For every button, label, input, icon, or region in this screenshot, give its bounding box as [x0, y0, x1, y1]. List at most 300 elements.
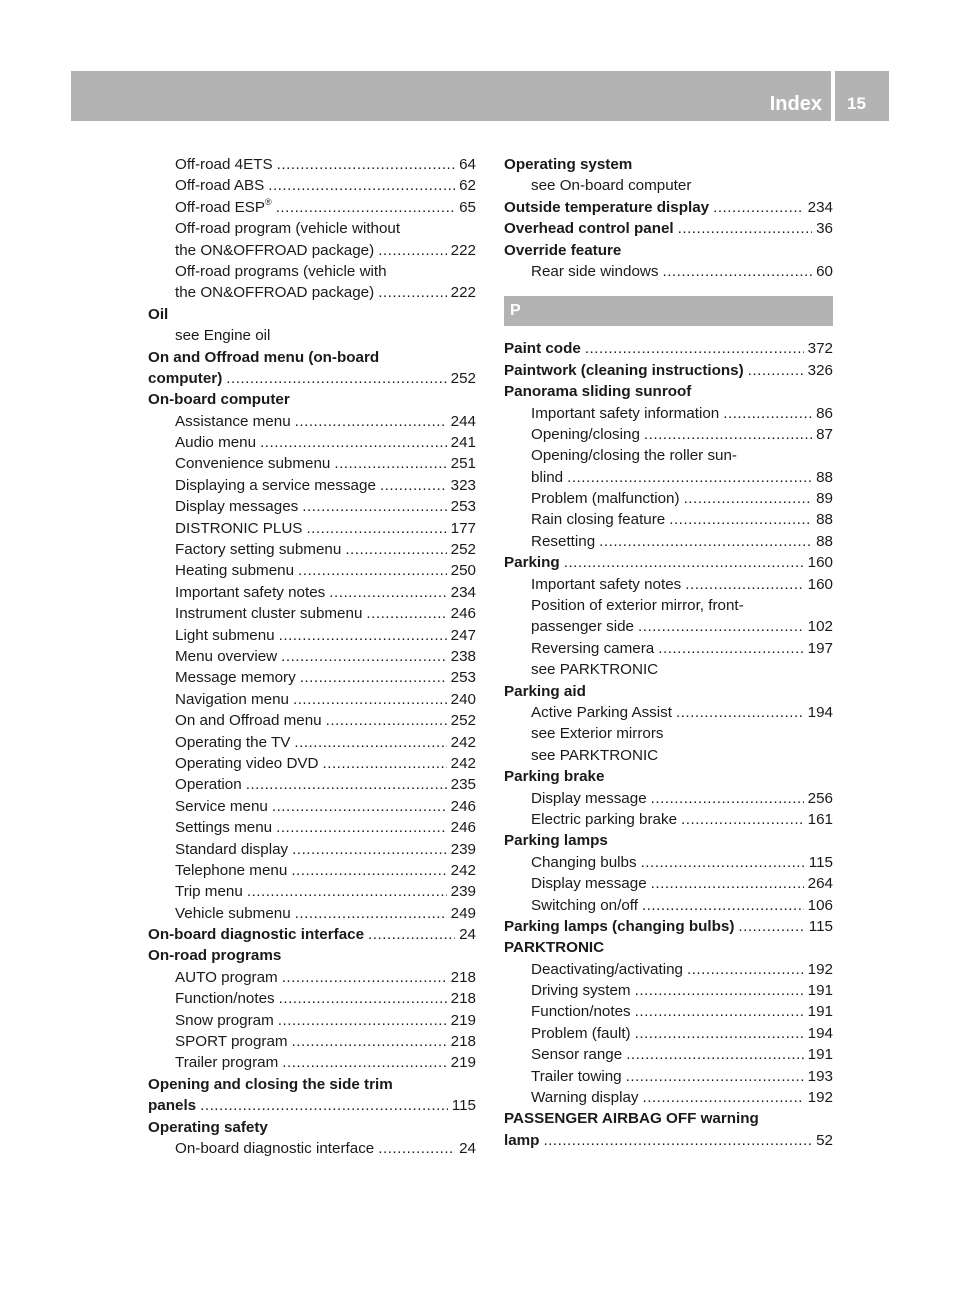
entry-page-link[interactable]: 160 [807, 554, 833, 572]
entry-page-link[interactable]: 239 [450, 840, 476, 858]
dot-leader [585, 338, 804, 359]
entry-page-link[interactable]: 218 [450, 990, 476, 1008]
entry-text: Override feature [504, 241, 622, 259]
entry-text: Display message [531, 875, 647, 893]
dot-leader [279, 988, 447, 1009]
dot-leader [543, 1130, 812, 1151]
entry-page-link[interactable]: 115 [451, 1097, 476, 1115]
entry-text: Message memory [175, 669, 296, 687]
entry-page-link[interactable]: 115 [808, 853, 833, 871]
dot-leader [323, 753, 447, 774]
dot-leader [246, 774, 447, 795]
entry-text: Operating system [504, 156, 633, 173]
entry-text: Important safety notes [175, 583, 326, 601]
dot-leader [279, 625, 447, 646]
entry-page-link[interactable]: 24 [459, 926, 476, 944]
entry-page-link[interactable]: 323 [450, 476, 476, 494]
entry-page-link[interactable]: 161 [807, 810, 833, 828]
index-entry [504, 873, 833, 894]
entry-text: Vehicle submenu [175, 904, 291, 922]
dot-leader [282, 967, 447, 988]
index-entry [504, 531, 833, 552]
dot-leader [291, 860, 446, 881]
entry-page-link[interactable]: 246 [450, 797, 476, 815]
entry-text: Oil [148, 305, 169, 323]
entry-text: Displaying a service message [175, 476, 376, 494]
index-entry [504, 809, 833, 830]
entry-text: Parking brake [504, 768, 605, 786]
entry-page-link[interactable]: 88 [816, 532, 833, 550]
dot-leader [378, 282, 446, 303]
entry-text: PARKTRONIC [504, 939, 605, 957]
entry-text: Deactivating/activating [531, 960, 683, 978]
entry-text: Display message [531, 789, 647, 807]
entry-text: computer) [148, 369, 223, 387]
index-group-o [504, 154, 833, 282]
entry-text: the ON&OFFROAD package) [175, 284, 375, 302]
index-entry [504, 1130, 833, 1151]
entry-text: Service menu [175, 797, 268, 815]
entry-text: Reversing camera [531, 639, 655, 657]
index-entry [148, 197, 476, 218]
dot-leader [651, 788, 804, 809]
entry-page-link[interactable]: 88 [816, 468, 833, 486]
dot-leader [378, 240, 446, 261]
index-entry [148, 881, 476, 902]
dot-leader [685, 574, 803, 595]
entry-text: Position of exterior mirror, front- [531, 597, 744, 615]
index-entry [504, 616, 833, 637]
index-entry [504, 403, 833, 424]
entry-text: SPORT program [175, 1033, 288, 1051]
index-entry [148, 732, 476, 753]
index-entry [148, 1052, 476, 1073]
entry-text: Operating the TV [175, 733, 291, 751]
entry-text: the ON&OFFROAD package) [175, 241, 375, 259]
entry-page-link[interactable]: 191 [807, 982, 833, 1000]
entry-text: On-board computer [148, 391, 290, 409]
index-entry [148, 1031, 476, 1052]
entry-page-link[interactable]: 264 [807, 875, 833, 893]
index-entry [504, 175, 833, 196]
entry-text: Sensor range [531, 1046, 623, 1064]
entry-text: Important safety information [531, 404, 720, 422]
entry-text: Function/notes [531, 1003, 631, 1021]
dot-leader [651, 873, 804, 894]
entry-text: lamp [504, 1131, 540, 1149]
entry-page-link[interactable]: 192 [807, 1089, 833, 1107]
entry-text: Trailer towing [531, 1067, 622, 1085]
index-entry [504, 659, 833, 680]
entry-page-link[interactable]: 219 [450, 1011, 476, 1029]
dot-leader [200, 1095, 448, 1116]
entry-text: On and Offroad menu [175, 712, 322, 730]
index-entry [504, 1087, 833, 1108]
entry-text: see PARKTRONIC [531, 746, 659, 764]
entry-text: Off-road ESP® [175, 196, 272, 216]
dot-leader [277, 154, 455, 175]
entry-text: Problem (malfunction) [531, 490, 680, 508]
dot-leader [626, 1044, 803, 1065]
entry-page-link[interactable]: 219 [450, 1054, 476, 1072]
entry-page-link[interactable]: 234 [807, 198, 833, 216]
dot-leader [738, 916, 804, 937]
index-entry [148, 924, 476, 945]
dot-leader [662, 261, 812, 282]
entry-text: Opening and closing the side trim [148, 1075, 393, 1093]
entry-text: Important safety notes [531, 575, 682, 593]
entry-text: Driving system [531, 982, 631, 1000]
index-entry [148, 1117, 476, 1138]
index-entry [148, 860, 476, 881]
page-number: 15 [847, 94, 866, 113]
dot-leader [635, 1023, 804, 1044]
index-entry [148, 945, 476, 966]
index-entry [148, 282, 476, 303]
entry-text: Trip menu [175, 883, 243, 901]
entry-page-link[interactable]: 62 [459, 177, 476, 195]
dot-leader [260, 432, 447, 453]
entry-text: Active Parking Assist [531, 703, 672, 721]
index-entry [504, 218, 833, 239]
entry-text: Standard display [175, 840, 289, 858]
entry-text: see On-board computer [531, 177, 692, 195]
index-entry [504, 1044, 833, 1065]
index-entry [148, 1138, 476, 1159]
dot-leader [564, 552, 804, 573]
entry-text: Snow program [175, 1011, 274, 1029]
entry-text: Changing bulbs [531, 853, 637, 871]
index-entry [504, 360, 833, 381]
entry-text: Operating video DVD [175, 754, 319, 772]
entry-text: Telephone menu [175, 861, 288, 879]
index-entry [148, 475, 476, 496]
entry-page-link[interactable]: 250 [450, 562, 476, 580]
entry-page-link[interactable]: 246 [450, 819, 476, 837]
entry-text: Off-road ABS [175, 177, 265, 195]
index-entry [504, 1066, 833, 1087]
dot-leader [366, 603, 446, 624]
index-entry [148, 453, 476, 474]
entry-text: On-board diagnostic interface [175, 1139, 375, 1157]
index-group-p [504, 338, 833, 1151]
entry-text: Operation [175, 776, 242, 794]
entry-text: Operating safety [148, 1118, 268, 1136]
dot-leader [300, 667, 447, 688]
entry-text: Heating submenu [175, 562, 295, 580]
index-entry [148, 689, 476, 710]
index-entry [148, 218, 476, 239]
index-entry [148, 903, 476, 924]
index-entry [148, 839, 476, 860]
dot-leader [669, 509, 812, 530]
entry-text: Opening/closing the roller sun- [531, 447, 737, 465]
index-entry [504, 959, 833, 980]
dot-leader [638, 616, 804, 637]
index-entry [504, 638, 833, 659]
index-entry [148, 774, 476, 795]
entry-page-link[interactable]: 222 [450, 284, 476, 302]
dot-leader [329, 582, 446, 603]
entry-page-link[interactable]: 234 [450, 583, 476, 601]
entry-text: On and Offroad menu (on-board [148, 348, 380, 366]
dot-leader [226, 368, 446, 389]
entry-page-link[interactable]: 238 [450, 647, 476, 665]
entry-text: Outside temperature display [504, 198, 710, 216]
index-entry [504, 745, 833, 766]
entry-page-link[interactable]: 241 [450, 434, 476, 452]
entry-page-link[interactable]: 115 [808, 917, 833, 935]
dot-leader [676, 702, 804, 723]
index-entry [504, 154, 833, 175]
entry-text: On-road programs [148, 947, 282, 965]
entry-page-link[interactable]: 256 [807, 789, 833, 807]
entry-page-link[interactable]: 193 [807, 1067, 833, 1085]
entry-text: Off-road program (vehicle without [175, 220, 401, 238]
entry-text: On-board diagnostic interface [148, 926, 365, 944]
dot-leader [278, 1010, 447, 1031]
entry-page-link[interactable]: 191 [807, 1046, 833, 1064]
dot-leader [295, 411, 447, 432]
entry-page-link[interactable]: 87 [816, 425, 833, 443]
entry-page-link[interactable]: 191 [807, 1003, 833, 1021]
dot-leader [681, 809, 804, 830]
entry-text: Parking lamps [504, 832, 608, 850]
entry-page-link[interactable]: 102 [807, 618, 833, 636]
entry-page-link[interactable]: 64 [459, 156, 476, 173]
index-entry [504, 852, 833, 873]
entry-page-link[interactable]: 326 [807, 361, 833, 379]
entry-page-link[interactable]: 52 [816, 1131, 833, 1149]
dot-leader [635, 1001, 804, 1022]
entry-text: panels [148, 1097, 197, 1115]
entry-text: Panorama sliding sunroof [504, 383, 692, 401]
entry-text: Trailer program [175, 1054, 279, 1072]
entry-page-link[interactable]: 194 [807, 703, 833, 721]
index-entry [148, 753, 476, 774]
dot-leader [378, 1138, 455, 1159]
index-entry [148, 817, 476, 838]
dot-leader [644, 424, 812, 445]
dot-leader [276, 817, 447, 838]
entry-text: Problem (fault) [531, 1024, 631, 1042]
entry-page-link[interactable]: 372 [807, 340, 833, 358]
entry-text: Parking [504, 554, 560, 572]
dot-leader [272, 796, 447, 817]
dot-leader [678, 218, 812, 239]
entry-text: Assistance menu [175, 412, 291, 430]
entry-page-link[interactable]: 242 [450, 733, 476, 751]
entry-page-link[interactable]: 177 [450, 519, 476, 537]
index-entry [148, 667, 476, 688]
entry-page-link[interactable]: 88 [816, 511, 833, 529]
entry-text: Light submenu [175, 626, 275, 644]
dot-leader [293, 689, 447, 710]
entry-page-link[interactable]: 65 [459, 198, 476, 216]
entry-text: Opening/closing [531, 425, 640, 443]
index-entry [504, 895, 833, 916]
index-entry [148, 1010, 476, 1031]
entry-text: Off-road 4ETS [175, 156, 273, 173]
index-entry [504, 509, 833, 530]
entry-text: Paintwork (cleaning instructions) [504, 361, 744, 379]
index-entry [148, 325, 476, 346]
entry-page-link[interactable]: 252 [450, 712, 476, 730]
index-entry [504, 980, 833, 1001]
index-entry [504, 937, 833, 958]
entry-text: Parking aid [504, 682, 586, 700]
index-entry [148, 368, 476, 389]
entry-text: see Engine oil [175, 327, 271, 345]
dot-leader [295, 903, 447, 924]
index-entry [504, 1001, 833, 1022]
entry-text: Switching on/off [531, 896, 638, 914]
entry-page-link[interactable]: 36 [816, 220, 833, 238]
dot-leader [723, 403, 812, 424]
entry-text: AUTO program [175, 968, 278, 986]
entry-page-link[interactable]: 24 [459, 1139, 476, 1157]
dot-leader [334, 453, 446, 474]
dot-leader [599, 531, 812, 552]
entry-page-link[interactable]: 249 [450, 904, 476, 922]
entry-page-link[interactable]: 192 [807, 960, 833, 978]
index-entry [504, 261, 833, 282]
dot-leader [687, 959, 804, 980]
entry-page-link[interactable]: 242 [450, 861, 476, 879]
entry-page-link[interactable]: 251 [450, 455, 476, 473]
entry-page-link[interactable]: 247 [450, 626, 476, 644]
entry-text: blind [531, 468, 564, 486]
index-entry [148, 603, 476, 624]
entry-page-link[interactable]: 197 [807, 639, 833, 657]
index-entry [148, 988, 476, 1009]
index-entry [504, 595, 833, 616]
index-entry [504, 574, 833, 595]
index-entry [504, 830, 833, 851]
entry-page-link[interactable]: 252 [450, 541, 476, 559]
entry-text: Menu overview [175, 647, 278, 665]
dot-leader [294, 732, 446, 753]
entry-text: Off-road programs (vehicle with [175, 262, 387, 280]
entry-page-link[interactable]: 222 [450, 241, 476, 259]
index-entry [148, 560, 476, 581]
entry-page-link[interactable]: 235 [450, 776, 476, 794]
index-entry [504, 702, 833, 723]
entry-text: Factory setting submenu [175, 541, 342, 559]
dot-leader [282, 1052, 446, 1073]
dot-leader [635, 980, 804, 1001]
index-entry [504, 723, 833, 744]
entry-page-link[interactable]: 218 [450, 1033, 476, 1051]
index-entry [148, 710, 476, 731]
dot-leader [626, 1066, 804, 1087]
entry-text: PASSENGER AIRBAG OFF warning [504, 1110, 759, 1128]
index-entry [148, 539, 476, 560]
entry-page-link[interactable]: 240 [450, 690, 476, 708]
index-entry [148, 582, 476, 603]
entry-text: Rear side windows [531, 262, 659, 280]
index-entry [148, 240, 476, 261]
entry-text: Resetting [531, 532, 596, 550]
dot-leader [567, 467, 812, 488]
entry-page-link[interactable]: 160 [807, 575, 833, 593]
entry-text: Display messages [175, 498, 299, 516]
index-column-left [148, 154, 476, 1159]
index-entry [148, 389, 476, 410]
entry-text: Navigation menu [175, 690, 289, 708]
entry-page-link[interactable]: 89 [816, 490, 833, 508]
index-entry [504, 445, 833, 466]
dot-leader [292, 1031, 447, 1052]
entry-text: Warning display [531, 1089, 639, 1107]
index-entry [504, 766, 833, 787]
index-entry [148, 154, 476, 175]
entry-page-link[interactable]: 242 [450, 754, 476, 772]
entry-page-link[interactable]: 252 [450, 369, 476, 387]
section-title: Index [769, 93, 822, 115]
entry-text: Parking lamps (changing bulbs) [504, 917, 735, 935]
dot-leader [302, 496, 446, 517]
dot-leader [658, 638, 803, 659]
letter-section-bar: P [504, 296, 833, 326]
entry-page-link[interactable]: 194 [807, 1024, 833, 1042]
index-entry [148, 967, 476, 988]
index-entry [148, 1095, 476, 1116]
entry-text: Instrument cluster submenu [175, 605, 363, 623]
entry-text: see PARKTRONIC [531, 661, 659, 679]
index-entry [148, 1074, 476, 1095]
index-entry [148, 518, 476, 539]
entry-page-link[interactable]: 106 [807, 896, 833, 914]
index-entry [504, 240, 833, 261]
index-entry [148, 347, 476, 368]
index-entry [504, 467, 833, 488]
dot-leader [748, 360, 804, 381]
entry-text: DISTRONIC PLUS [175, 519, 303, 537]
entry-text: Function/notes [175, 990, 275, 1008]
index-entry [148, 411, 476, 432]
index-entry [148, 432, 476, 453]
entry-page-link[interactable]: 239 [450, 883, 476, 901]
entry-text: passenger side [531, 618, 635, 636]
dot-leader [345, 539, 446, 560]
entry-text: Overhead control panel [504, 220, 674, 238]
dot-leader [642, 1087, 803, 1108]
entry-page-link[interactable]: 244 [450, 412, 476, 430]
dot-leader [298, 560, 447, 581]
index-entry [504, 916, 833, 937]
index-entry [504, 1108, 833, 1129]
dot-leader [380, 475, 447, 496]
entry-page-link[interactable]: 60 [816, 262, 833, 280]
index-entry [504, 788, 833, 809]
entry-page-link[interactable]: 246 [450, 605, 476, 623]
entry-page-link[interactable]: 253 [450, 669, 476, 687]
entry-text: see Exterior mirrors [531, 725, 664, 743]
index-entry [504, 1023, 833, 1044]
index-entry [148, 646, 476, 667]
dot-leader [247, 881, 447, 902]
entry-text: Rain closing feature [531, 511, 666, 529]
entry-page-link[interactable]: 218 [450, 968, 476, 986]
index-entry [504, 681, 833, 702]
entry-page-link[interactable]: 86 [816, 404, 833, 422]
entry-page-link[interactable]: 253 [450, 498, 476, 516]
dot-leader [292, 839, 447, 860]
dot-leader [641, 852, 805, 873]
dot-leader [276, 197, 455, 218]
index-entry [148, 796, 476, 817]
